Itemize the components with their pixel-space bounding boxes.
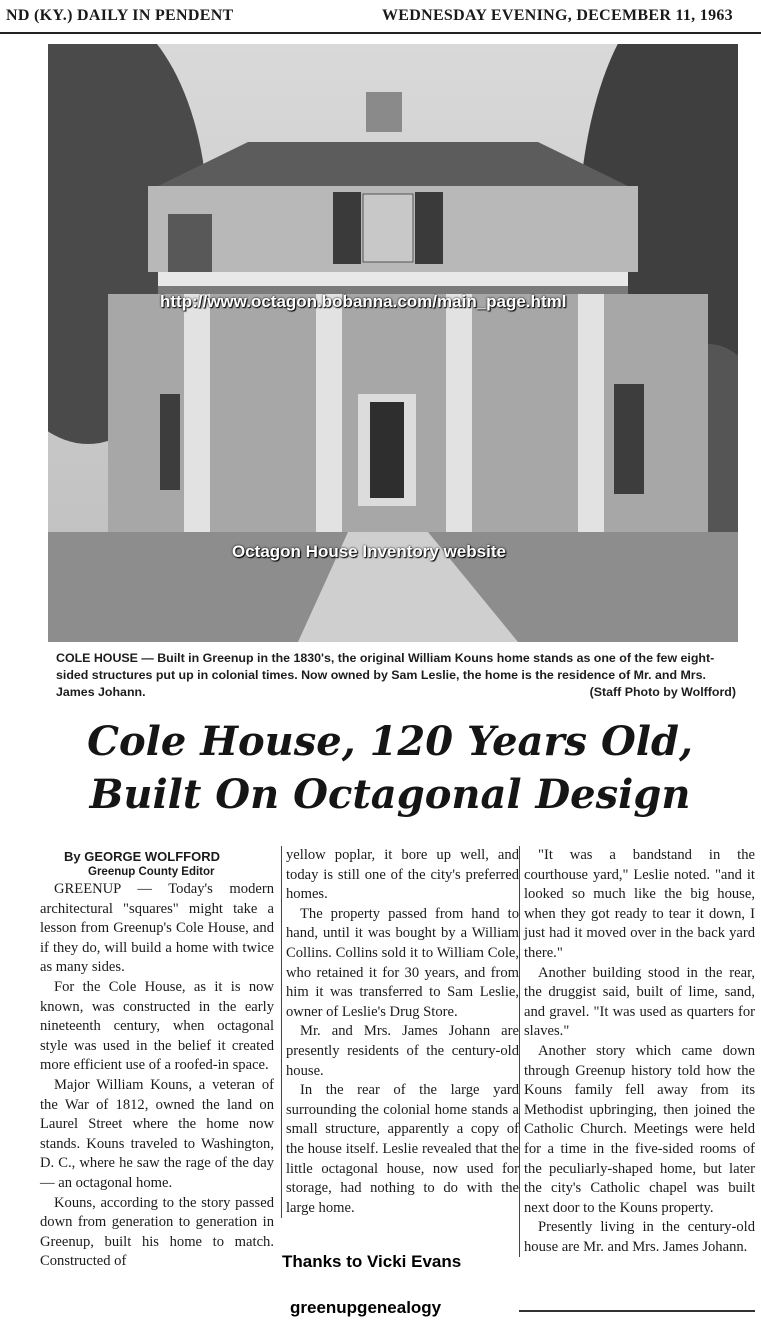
headline-line-1: Cole House, 120 Years Old, <box>87 718 693 765</box>
photo-credit: (Staff Photo by Wolfford) <box>589 685 736 699</box>
byline: By GEORGE WOLFFORD <box>64 849 220 864</box>
watermark-url: http://www.octagon.bobanna.com/main_page.html <box>160 292 567 311</box>
masthead-date: WEDNESDAY EVENING, DECEMBER 11, 1963 <box>381 7 733 24</box>
paragraph: "It was a bandstand in the courthouse yard," Leslie noted. "and it looked so much like the big house, when they got ready to tear it down, I just had it moved over in the back yard there." <box>524 847 755 961</box>
newspaper-masthead <box>0 0 761 34</box>
paragraph: Kouns, according to the story passed down from generation to generation in Greenup, built his home to match. Constructed of <box>40 1194 274 1270</box>
footer-source: greenupgenealogy <box>290 1298 442 1317</box>
paragraph: GREENUP — Today's modern architectural "squares" might take a lesson from Greenup's Cole House, and if they do, will build a home with twice as many sides. <box>40 881 274 976</box>
paragraph: Presently living in the century-old house are Mr. and Mrs. James Johann. <box>524 1219 755 1255</box>
paragraph: Major William Kouns, a veteran of the War of 1812, owned the land on Laurel Street where the home now stands. Kouns traveled to Washington, D. C., where he saw the rage of the day — an octagonal home. <box>40 1076 274 1191</box>
paragraph: yellow poplar, it bore up well, and today is still one of the city's preferred homes. <box>286 847 519 903</box>
paragraph: For the Cole House, as it is now known, was constructed in the early nineteenth century, when octagonal style was used in the belief it created more efficient use of a roofed-in space. <box>40 978 274 1074</box>
headline-line-2: Built On Octagonal Design <box>89 771 691 818</box>
headline <box>40 715 740 821</box>
paragraph: In the rear of the large yard surrounding the colonial home stands a small structure, apparently a copy of the house itself. Leslie revealed that the little octagonal house, now used for storage, had nothing to do with the large home. <box>286 1082 519 1216</box>
article-column-2 <box>281 846 519 1218</box>
article-column-3 <box>519 846 755 1257</box>
article-column-1 <box>40 848 274 1272</box>
cole-house-photo <box>48 44 738 642</box>
byline-role: Greenup County Editor <box>88 866 215 878</box>
paragraph: Mr. and Mrs. James Johann are presently residents of the century-old house. <box>286 1023 519 1079</box>
caption-text: COLE HOUSE — Built in Greenup in the 1830's, the original William Kouns home stands as one of the few eight-sided structures put up in colonial times. Now owned by Sam Leslie, the home is the residence of Mr. and Mrs. James Johann. <box>56 651 715 699</box>
paragraph: Another story which came down through Greenup history told how the Kouns family fell away from its Methodist upbringing, then joined the Catholic Church. Meetings were held for a time in the five-sided rooms of the peculiarly-shaped home, but later the city's Catholic chapel was built next door to the Kouns property. <box>524 1042 755 1216</box>
masthead-paper-name: ND (KY.) DAILY IN PENDENT <box>6 7 234 24</box>
thanks-note: Thanks to Vicki Evans <box>282 1252 462 1271</box>
watermark-site: Octagon House Inventory website <box>232 542 506 561</box>
paragraph: Another building stood in the rear, the druggist said, built of lime, sand, and gravel. "It was used as quarters for slaves." <box>524 964 755 1040</box>
column-end-rule <box>519 1310 755 1312</box>
photo-caption <box>56 650 736 701</box>
paragraph: The property passed from hand to hand, until it was bought by a William Collins. Collins sold it to William Cole, who retained it for 30 years, and from him it was transferred to Sam Leslie, owner of Leslie's Drug Store. <box>286 905 519 1020</box>
